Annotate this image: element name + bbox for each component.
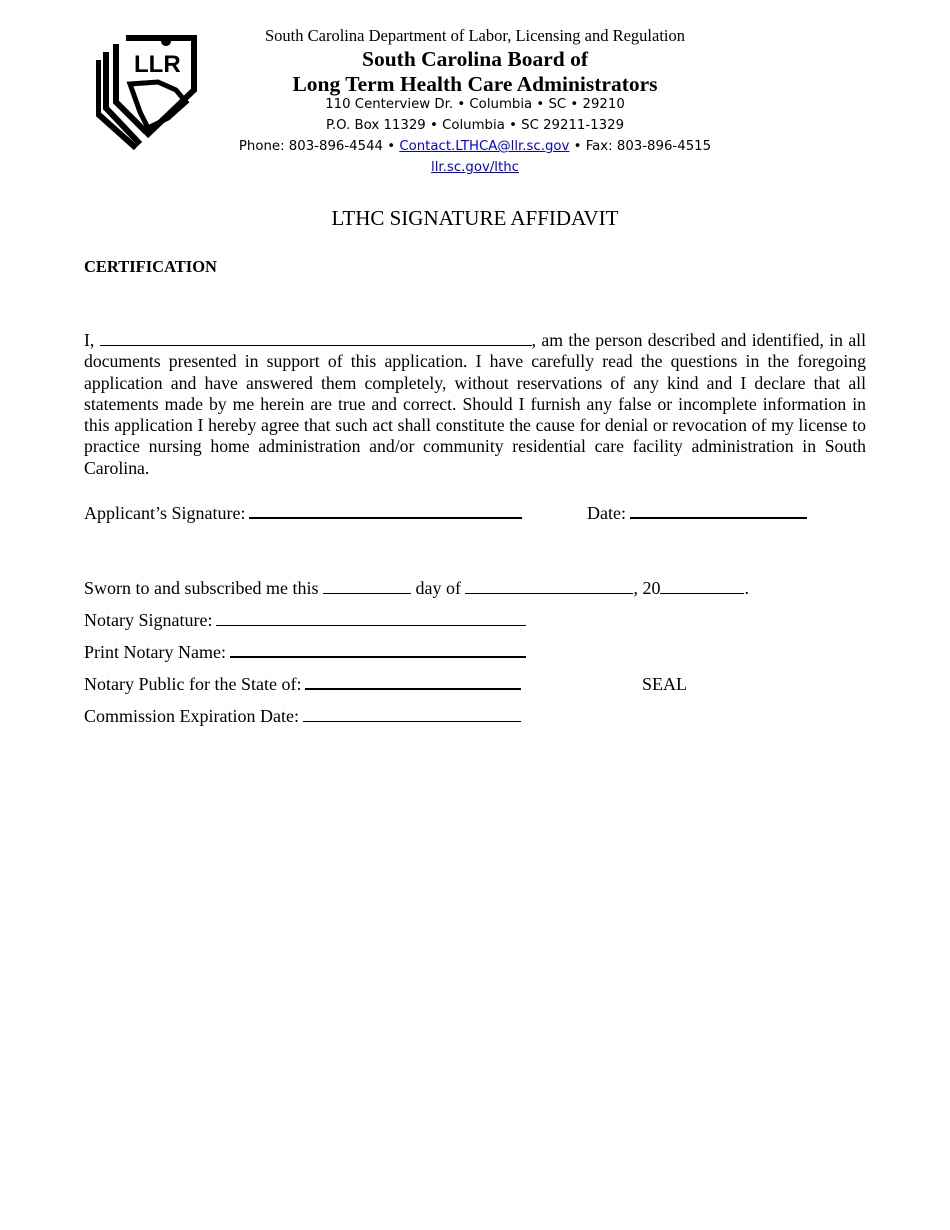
- applicant-name-blank[interactable]: [100, 344, 532, 346]
- certification-paragraph: [84, 330, 866, 479]
- phone-text: Phone: 803-896-4544 •: [238, 139, 396, 154]
- contact-line: [190, 139, 760, 154]
- notary-signature-row: [84, 610, 526, 631]
- email-link[interactable]: Contact.LTHCA@llr.sc.gov: [399, 139, 570, 154]
- notary-signature-label: Notary Signature:: [84, 610, 213, 630]
- date-line[interactable]: [630, 517, 807, 519]
- street-address: 110 Centerview Dr. • Columbia • SC • 29210: [325, 97, 625, 112]
- sworn-end: .: [744, 578, 749, 598]
- department-name: South Carolina Department of Labor, Licensing and Regulation: [265, 26, 685, 45]
- fax-text: • Fax: 803-896-4515: [573, 139, 712, 154]
- commission-expiration-line[interactable]: [303, 721, 521, 722]
- po-box-address: P.O. Box 11329 • Columbia • SC 29211-1329: [325, 118, 625, 133]
- date-row: [587, 503, 807, 524]
- notary-state-label: Notary Public for the State of:: [84, 674, 302, 694]
- commission-expiration-label: Commission Expiration Date:: [84, 706, 299, 726]
- commission-expiration-row: [84, 706, 521, 727]
- sworn-prefix: Sworn to and subscribed me this: [84, 578, 319, 598]
- date-label: Date:: [587, 503, 626, 523]
- board-name-line2: Long Term Health Care Administrators: [292, 72, 658, 96]
- print-notary-name-label: Print Notary Name:: [84, 642, 226, 662]
- certification-body: , am the person described and identified, in all documents presented in support of this application. I have carefully read the questions in the foregoing application and have answered them completely, without reservations of any kind and I declare that all statements made by me herein are true and correct. Should I furnish any false or incomplete information in this application I hereby agree that such act shall constitute the cause for denial or revocation of my license to practice nursing home administration and/or community residential care facility administration in South Carolina.: [84, 330, 866, 478]
- sworn-month-blank[interactable]: [465, 593, 633, 594]
- notary-signature-line[interactable]: [216, 625, 526, 626]
- print-notary-name-line[interactable]: [230, 656, 526, 658]
- notary-state-line[interactable]: [305, 688, 521, 690]
- svg-text:LLR: LLR: [134, 51, 181, 78]
- sworn-row: [84, 578, 749, 599]
- sworn-day-label: day of: [415, 578, 461, 598]
- section-heading: CERTIFICATION: [84, 257, 217, 276]
- applicant-signature-row: [84, 503, 522, 524]
- sworn-year-label: , 20: [633, 578, 661, 598]
- notary-state-row: [84, 674, 521, 695]
- sworn-day-blank[interactable]: [323, 593, 411, 594]
- board-name-line1: South Carolina Board of: [362, 47, 588, 71]
- llr-logo: [96, 32, 198, 150]
- document-title: LTHC SIGNATURE AFFIDAVIT: [331, 206, 619, 230]
- website-link[interactable]: llr.sc.gov/lthc: [431, 160, 519, 175]
- seal-label: SEAL: [642, 674, 687, 694]
- sworn-year-blank[interactable]: [660, 593, 744, 594]
- llr-shield-icon: [96, 32, 198, 150]
- certification-lead: I,: [84, 330, 95, 350]
- board-name: [190, 47, 760, 97]
- applicant-signature-label: Applicant’s Signature:: [84, 503, 246, 523]
- website-line: [190, 160, 760, 175]
- applicant-signature-line[interactable]: [249, 517, 522, 519]
- print-notary-name-row: [84, 642, 526, 663]
